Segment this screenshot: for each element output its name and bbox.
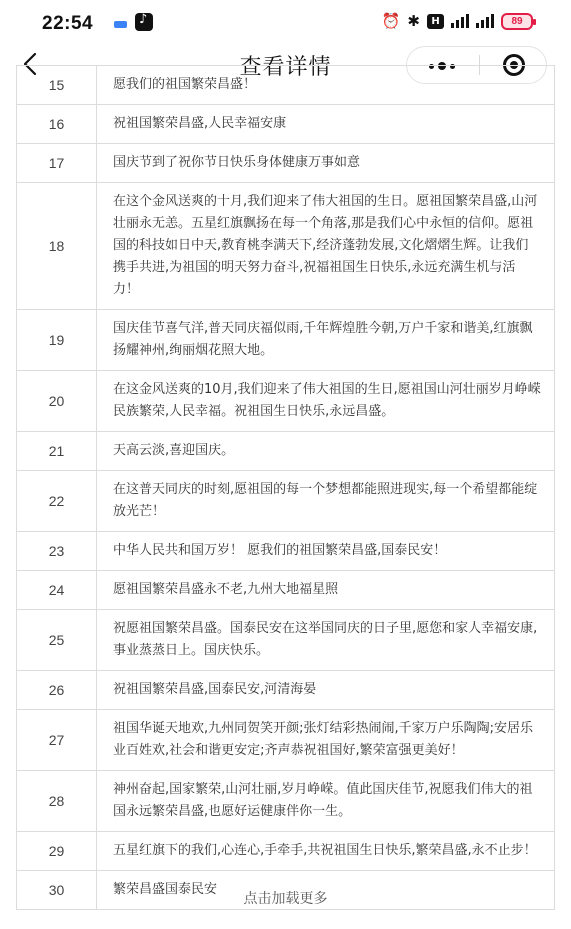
tiktok-app-icon [135, 13, 153, 31]
row-text: 神州奋起,国家繁荣,山河壮丽,岁月峥嵘。值此国庆佳节,祝愿我们伟大的祖国永远繁荣昌盛,也愿好运健康伴你一生。 [97, 771, 555, 832]
row-text: 在这普天同庆的时刻,愿祖国的每一个梦想都能照进现实,每一个希望都能绽放光芒！ [97, 471, 555, 532]
table-row [17, 183, 555, 310]
table-row [17, 771, 555, 832]
table-row [17, 371, 555, 432]
row-text: 五星红旗下的我们,心连心,手牵手,共祝祖国生日快乐,繁荣昌盛,永不止步！ [97, 832, 555, 871]
row-number: 20 [17, 371, 97, 432]
battery-icon: 89 [501, 13, 533, 30]
row-number: 26 [17, 671, 97, 710]
row-number: 24 [17, 571, 97, 610]
row-text: 繁荣昌盛国泰民安 [97, 871, 555, 910]
table-row [17, 571, 555, 610]
row-number: 29 [17, 832, 97, 871]
table-row [17, 832, 555, 871]
row-number: 28 [17, 771, 97, 832]
row-text: 国庆节到了祝你节日快乐身体健康万事如意 [97, 144, 555, 183]
table-row [17, 471, 555, 532]
load-more-button[interactable]: 点击加载更多 [243, 891, 328, 907]
status-bar [0, 0, 571, 44]
table-row [17, 66, 555, 105]
row-text: 祝祖国繁荣昌盛,国泰民安,河清海晏 [97, 671, 555, 710]
row-text: 祝祖国繁荣昌盛,人民幸福安康 [97, 105, 555, 144]
table-row [17, 671, 555, 710]
table-row [17, 532, 555, 571]
row-number: 27 [17, 710, 97, 771]
row-number: 22 [17, 471, 97, 532]
table-row [17, 105, 555, 144]
row-text: 在这金风送爽的10月,我们迎来了伟大祖国的生日,愿祖国山河壮丽岁月峥嵘民族繁荣,人民幸福。祝祖国生日快乐,永远昌盛。 [97, 371, 555, 432]
row-number: 21 [17, 432, 97, 471]
table-row [17, 144, 555, 183]
row-text: 愿我们的祖国繁荣昌盛！ [97, 66, 555, 105]
row-text: 祝愿祖国繁荣昌盛。国泰民安在这举国同庆的日子里,愿您和家人幸福安康,事业蒸蒸日上。国庆快乐。 [97, 610, 555, 671]
row-text: 天高云淡,喜迎国庆。 [97, 432, 555, 471]
nfc-icon: H [427, 14, 444, 29]
row-text: 中华人民共和国万岁！ 愿我们的祖国繁荣昌盛,国泰民安！ [97, 532, 555, 571]
row-text: 祖国华诞天地欢,九州同贺笑开颜;张灯结彩热闹闹,千家万户乐陶陶;安居乐业百姓欢,社会和谐更安定;齐声恭祝祖国好,繁荣富强更美好！ [97, 710, 555, 771]
page-title: 查看详情 [239, 55, 332, 80]
status-icons [382, 12, 533, 30]
notification-dot-icon [114, 21, 127, 28]
row-number: 19 [17, 310, 97, 371]
table-row [17, 610, 555, 671]
status-time: 22:54 [42, 13, 94, 34]
table-row [17, 432, 555, 471]
bluetooth-icon: ✱ [407, 12, 420, 30]
signal-icon-2 [476, 14, 494, 28]
row-number: 25 [17, 610, 97, 671]
table-row [17, 710, 555, 771]
row-number: 18 [17, 183, 97, 310]
row-number: 23 [17, 532, 97, 571]
row-number: 30 [17, 871, 97, 910]
row-text: 国庆佳节喜气洋,普天同庆福似雨,千年辉煌胜今朝,万户千家和谐美,红旗飘扬耀神州,绚丽烟花照大地。 [97, 310, 555, 371]
signal-icon-1 [451, 14, 469, 28]
row-number: 17 [17, 144, 97, 183]
row-number: 16 [17, 105, 97, 144]
row-number: 15 [17, 66, 97, 105]
blessings-table-grid [16, 65, 555, 910]
row-text: 在这个金风送爽的十月,我们迎来了伟大祖国的生日。愿祖国繁荣昌盛,山河壮丽永无恙。五星红旗飘扬在每一个角落,那是我们心中永恒的信仰。愿祖国的科技如日中天,教育桃李满天下,经济蓬勃发展,文化熠熠生辉。让我们携手共进,为祖国的明天努力奋斗,祝福祖国生日快乐,永远充满生机与活力！ [97, 183, 555, 310]
alarm-icon: ⏰ [381, 12, 401, 30]
table-row [17, 310, 555, 371]
row-text: 愿祖国繁荣昌盛永不老,九州大地福星照 [97, 571, 555, 610]
blessings-table [16, 77, 555, 898]
